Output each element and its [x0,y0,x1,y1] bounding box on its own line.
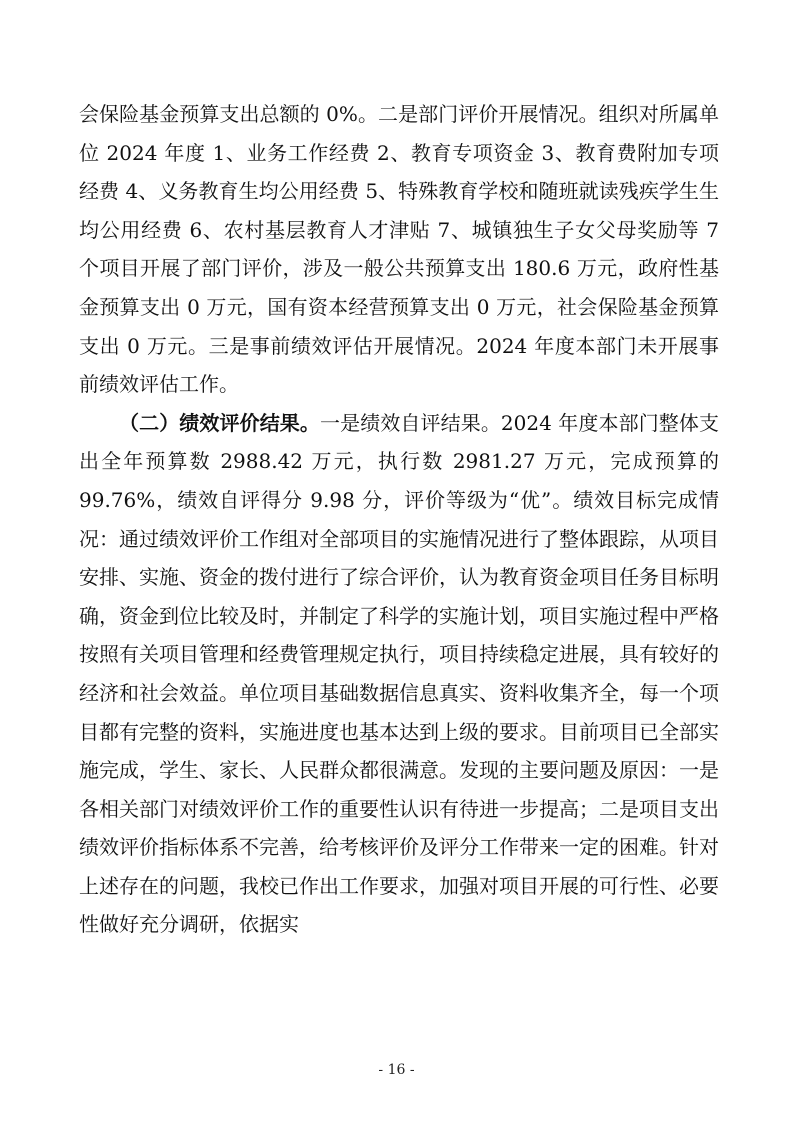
body-text [79,95,719,944]
page-number: - 16 - [378,1062,415,1078]
paragraph-2-body: 一是绩效自评结果。2024 年度本部门整体支出全年预算数 2988.42 万元，执行数 2981.27 万元，完成预算的 99.76%，绩效自评得分 9.98 分，评价等级为“优”。绩效目标完成情况：通过绩效评价工作组对全部项目的实施情况进行了整体跟踪，从项目安排、实施、资金的拨付进行了综合评价，认为教育资金项目任务目标明确，资金到位比较及时，并制定了科学的实施计划，项目实施过程中严格按照有关项目管理和经费管理规定执行，项目持续稳定进展，具有较好的经济和社会效益。单位项目基础数据信息真实、资料收集齐全，每一个项目都有完整的资料，实施进度也基本达到上级的要求。目前项目已全部实施完成，学生、家长、人民群众都很满意。发现的主要问题及原因：一是各相关部门对绩效评价工作的重要性认识有待进一步提高；二是项目支出绩效评价指标体系不完善，给考核评价及评分工作带来一定的困难。针对上述存在的问题，我校已作出工作要求，加强对项目开展的可行性、必要性做好充分调研，依据实 [79,410,719,937]
paragraph-2 [79,404,719,944]
paragraph-1: 会保险基金预算支出总额的 0%。二是部门评价开展情况。组织对所属单位 2024 年度 1、业务工作经费 2、教育专项资金 3、教育费附加专项经费 4、义务教育生均公用经费 5、特殊教育学校和随班就读残疾学生生均公用经费 6、农村基层教育人才津贴 7、城镇独生子女父母奖励等 7 个项目开展了部门评价，涉及一般公共预算支出 180.6 万元，政府性基金预算支出 0 万元，国有资本经营预算支出 0 万元，社会保险基金预算支出 0 万元。三是事前绩效评估开展情况。2024 年度本部门未开展事前绩效评估工作。 [79,102,719,397]
section-heading: （二）绩效评价结果。 [119,410,321,435]
